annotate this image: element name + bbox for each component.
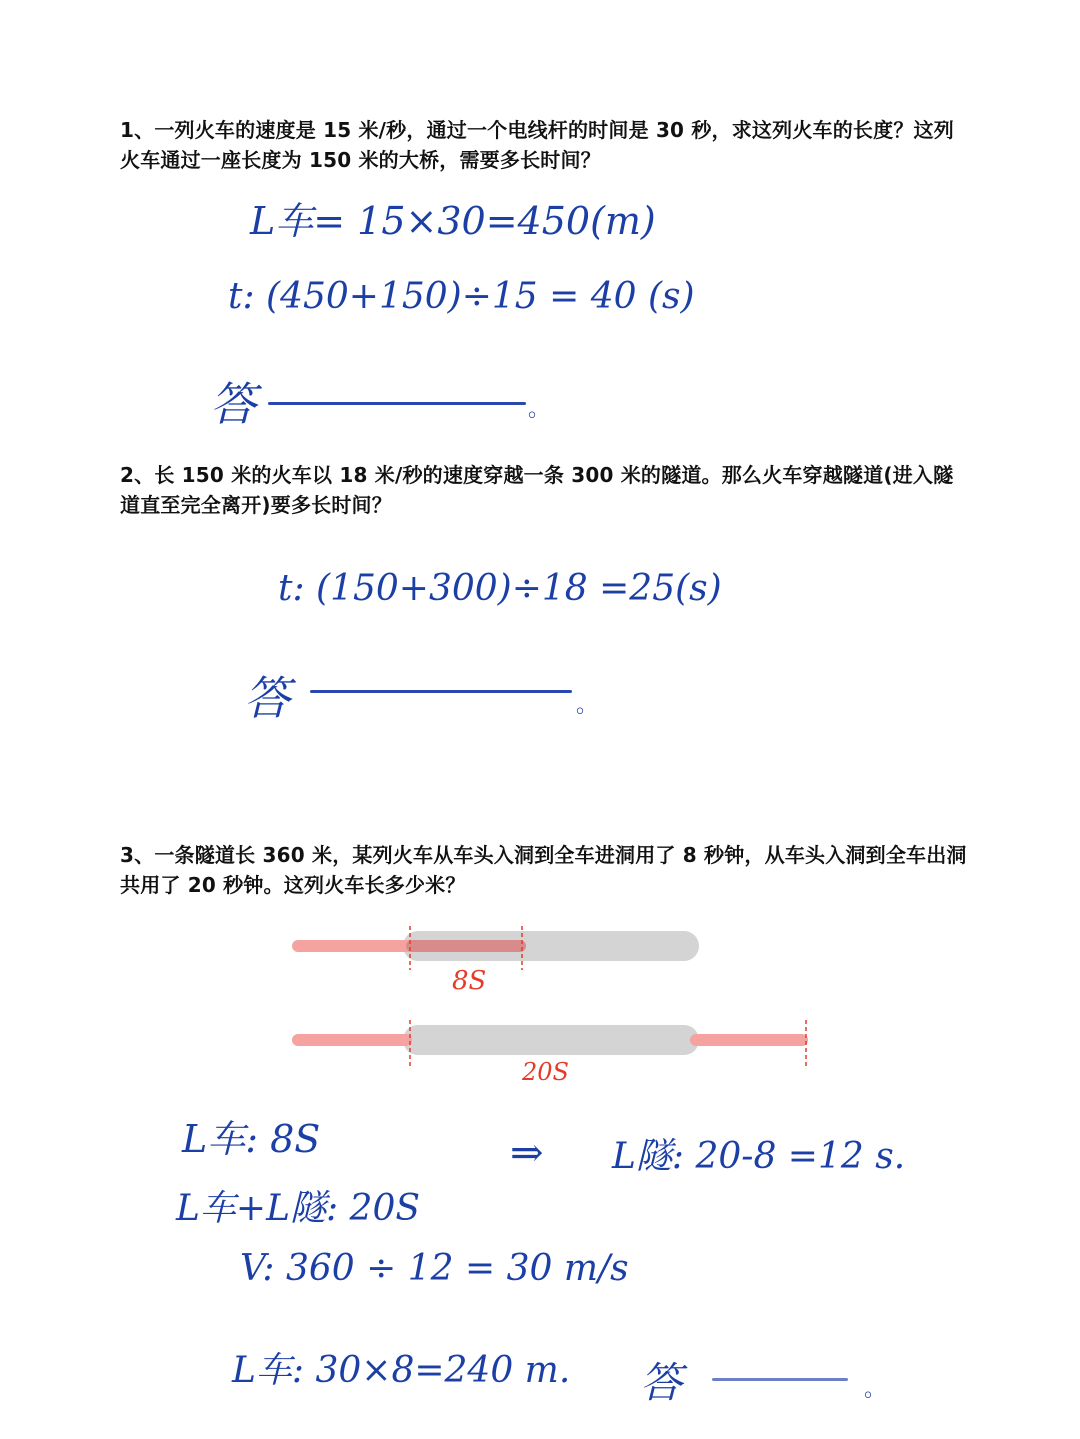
p3-answer-dot: 。 [864, 1377, 887, 1402]
p1-time-calc: t: (450+150)÷15 = 40 (s) [228, 276, 695, 317]
p3-length-calc: L车: 30×8=240 m. [232, 1350, 571, 1391]
p3-answer-blank [712, 1378, 848, 1381]
p2-answer-label: 答 [244, 671, 290, 725]
problem-1: 1、一列火车的速度是 15 米/秒，通过一个电线杆的时间是 30 秒，求这列火车的长度？这列火车通过一座长度为 150 米的大桥，需要多长时间？ [120, 118, 954, 172]
p2-time-calc: t: (150+300)÷18 =25(s) [278, 568, 722, 609]
p3-tunnel-time: L隧: 20-8 =12 s. [612, 1136, 906, 1177]
p1-answer-label: 答 [210, 377, 256, 431]
label-8s: 8S [452, 966, 487, 996]
p3-arrow: ⇒ [510, 1130, 544, 1176]
p3-total-time: L车+L隧: 20S [176, 1188, 421, 1229]
p3-answer-label: 答 [640, 1358, 683, 1407]
p3-train-time: L车: 8S [182, 1117, 321, 1161]
problem-2: 2、长 150 米的火车以 18 米/秒的速度穿越一条 300 米的隧道。那么火车穿越隧道(进入隧道直至完全离开)要多长时间？ [120, 463, 954, 517]
p3-speed-calc: V: 360 ÷ 12 = 30 m/s [240, 1248, 629, 1289]
p2-answer-dot: 。 [576, 693, 599, 718]
problem-3: 3、一条隧道长 360 米，某列火车从车头入洞到全车进洞用了 8 秒钟，从车头入洞到全车出洞共用了 20 秒钟。这列火车长多少米？ [120, 843, 967, 897]
label-20s: 20S [522, 1058, 569, 1086]
p1-answer-dot: 。 [528, 397, 551, 422]
p1-train-length-calc: L车= 15×30=450(m) [250, 199, 656, 243]
